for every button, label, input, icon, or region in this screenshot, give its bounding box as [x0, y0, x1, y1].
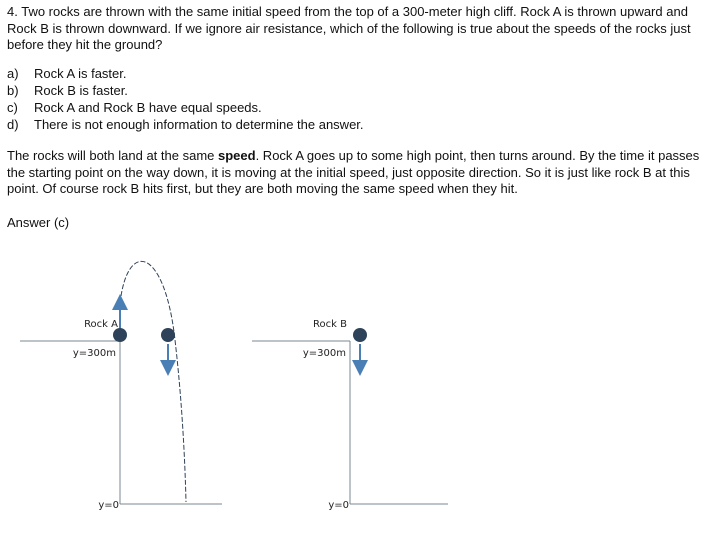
answer-text: Answer (c): [7, 215, 70, 230]
ground-label-a: y=0: [98, 500, 119, 511]
explanation-text: [7, 148, 717, 198]
explanation-start: The rocks will both land at the same: [7, 148, 218, 163]
option-letter: d): [7, 117, 19, 132]
option-letter: b): [7, 83, 19, 98]
option-text: There is not enough information to determine the answer.: [34, 117, 364, 132]
rock-a: [113, 328, 127, 342]
option-b: [7, 82, 717, 99]
explanation-emphasis: speed: [218, 148, 256, 163]
cliff-b: [252, 341, 448, 504]
question-text: 4. Two rocks are thrown with the same initial speed from the top of a 300-meter high cliff. Rock A is thrown upward and Rock B is thrown downward. If we ignore air resistance, which of the following is true about the speeds of the rocks just before they hit the ground?: [7, 4, 691, 52]
top-label-a: y=300m: [72, 348, 116, 359]
ground-label-b: y=0: [328, 500, 349, 511]
rock-a-returning: [161, 328, 175, 342]
option-d: [7, 116, 717, 133]
option-text: Rock A is faster.: [34, 66, 127, 81]
option-text: Rock B is faster.: [34, 83, 128, 98]
explanation-end: . Rock A goes up to some high point, then turns around. By the time it passes the starting point on the way down, it is moving at the initial speed, just opposite direction. So it is just like rock B at this point. Of course rock B hits first, but they are both moving the same speed when they hit.: [7, 148, 700, 196]
cliff-a: [20, 341, 222, 504]
option-letter: a): [7, 66, 19, 81]
option-a: [7, 65, 717, 82]
rock-a-label: Rock A: [84, 319, 118, 330]
answer-options: [7, 65, 717, 133]
trajectory-a: [121, 261, 186, 502]
top-label-b: y=300m: [302, 348, 346, 359]
rock-b: [353, 328, 367, 342]
cliff-diagram: [0, 255, 720, 540]
option-letter: c): [7, 100, 18, 115]
rock-b-label: Rock B: [313, 319, 347, 330]
option-text: Rock A and Rock B have equal speeds.: [34, 100, 262, 115]
option-c: [7, 99, 717, 116]
